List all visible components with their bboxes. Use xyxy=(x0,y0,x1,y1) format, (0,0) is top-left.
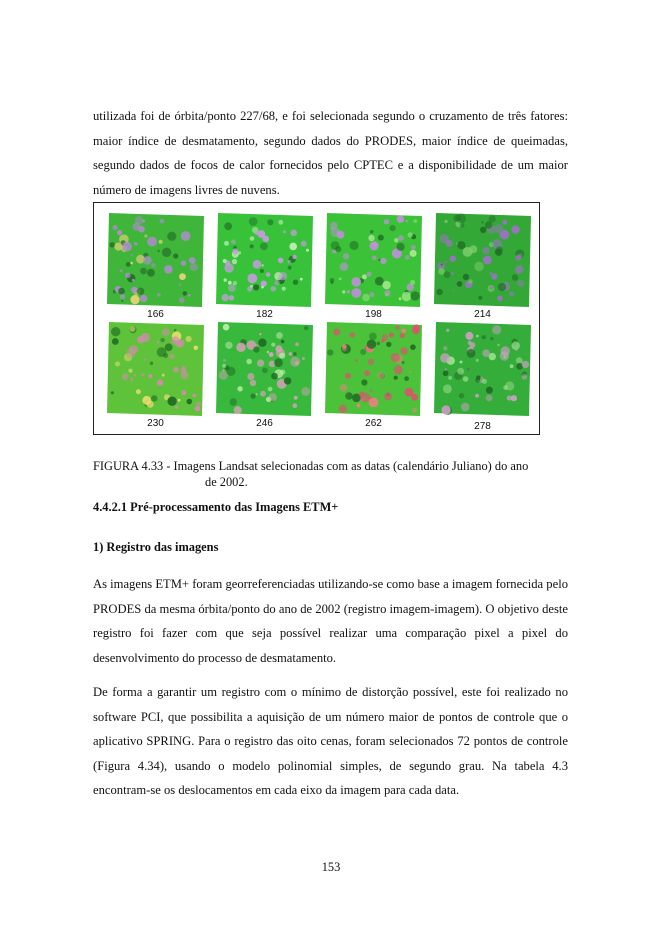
scene-image-166 xyxy=(107,213,204,307)
scene-image-198 xyxy=(325,213,422,307)
figure-caption-line1: FIGURA 4.33 - Imagens Landsat selecionadas com as datas (calendário Juliano) do ano xyxy=(93,459,529,473)
pci-paragraph: De forma a garantir um registro com o mínimo de distorção possível, este foi realizado no software PCI, que possibilita a aquisição de um número maior de pontos de controle que o aplicativo SPRING. Para o registro das oito cenas, foram selecionados 72 pontos de controle (Figura 4.34), usando o modelo polinomial simples, de segundo grau. Na tabela 4.3 encontram-se os deslocamentos em cada eixo da imagem para cada data. xyxy=(93,685,568,797)
section-heading: 4.4.2.1 Pré-processamento das Imagens ETM+ xyxy=(93,500,339,514)
scene-label-166: 166 xyxy=(147,309,164,320)
intro-paragraph: utilizada foi de órbita/ponto 227/68, e foi selecionada segundo o cruzamento de três fatores: maior índice de desmatamento, segundo dados do PRODES, maior índice de queimadas, segundo dados de focos de calor fornecidos pelo CPTEC e a disponibilidade de um maior número de imagens livres de nuvens. xyxy=(93,109,568,197)
registro-paragraph: As imagens ETM+ foram georreferenciadas utilizando-se como base a imagem fornecida pelo PRODES da mesma órbita/ponto do ano de 2002 (registro imagem-imagem). O objetivo deste registro foi fazer com que seja possível realizar uma comparação pixel a pixel do desenvolvimento do processo de desmatamento. xyxy=(93,577,568,665)
scene-label-214: 214 xyxy=(474,309,491,320)
scene-label-262: 262 xyxy=(365,418,382,429)
scene-label-230: 230 xyxy=(147,418,164,429)
scene-label-278: 278 xyxy=(474,421,491,432)
scene-label-182: 182 xyxy=(256,309,273,320)
subsection-heading: 1) Registro das imagens xyxy=(93,540,219,554)
scene-label-246: 246 xyxy=(256,418,273,429)
figure-caption xyxy=(93,458,568,490)
page-number: 153 xyxy=(321,860,341,874)
scene-image-182 xyxy=(216,213,313,307)
scene-image-230 xyxy=(107,322,204,416)
scene-image-262 xyxy=(325,322,422,416)
scene-image-278 xyxy=(434,322,531,416)
figure-caption-line2: de 2002. xyxy=(205,475,248,489)
scene-label-198: 198 xyxy=(365,309,382,320)
scene-image-246 xyxy=(216,322,313,416)
landsat-figure xyxy=(93,202,540,435)
scene-image-214 xyxy=(434,213,531,307)
